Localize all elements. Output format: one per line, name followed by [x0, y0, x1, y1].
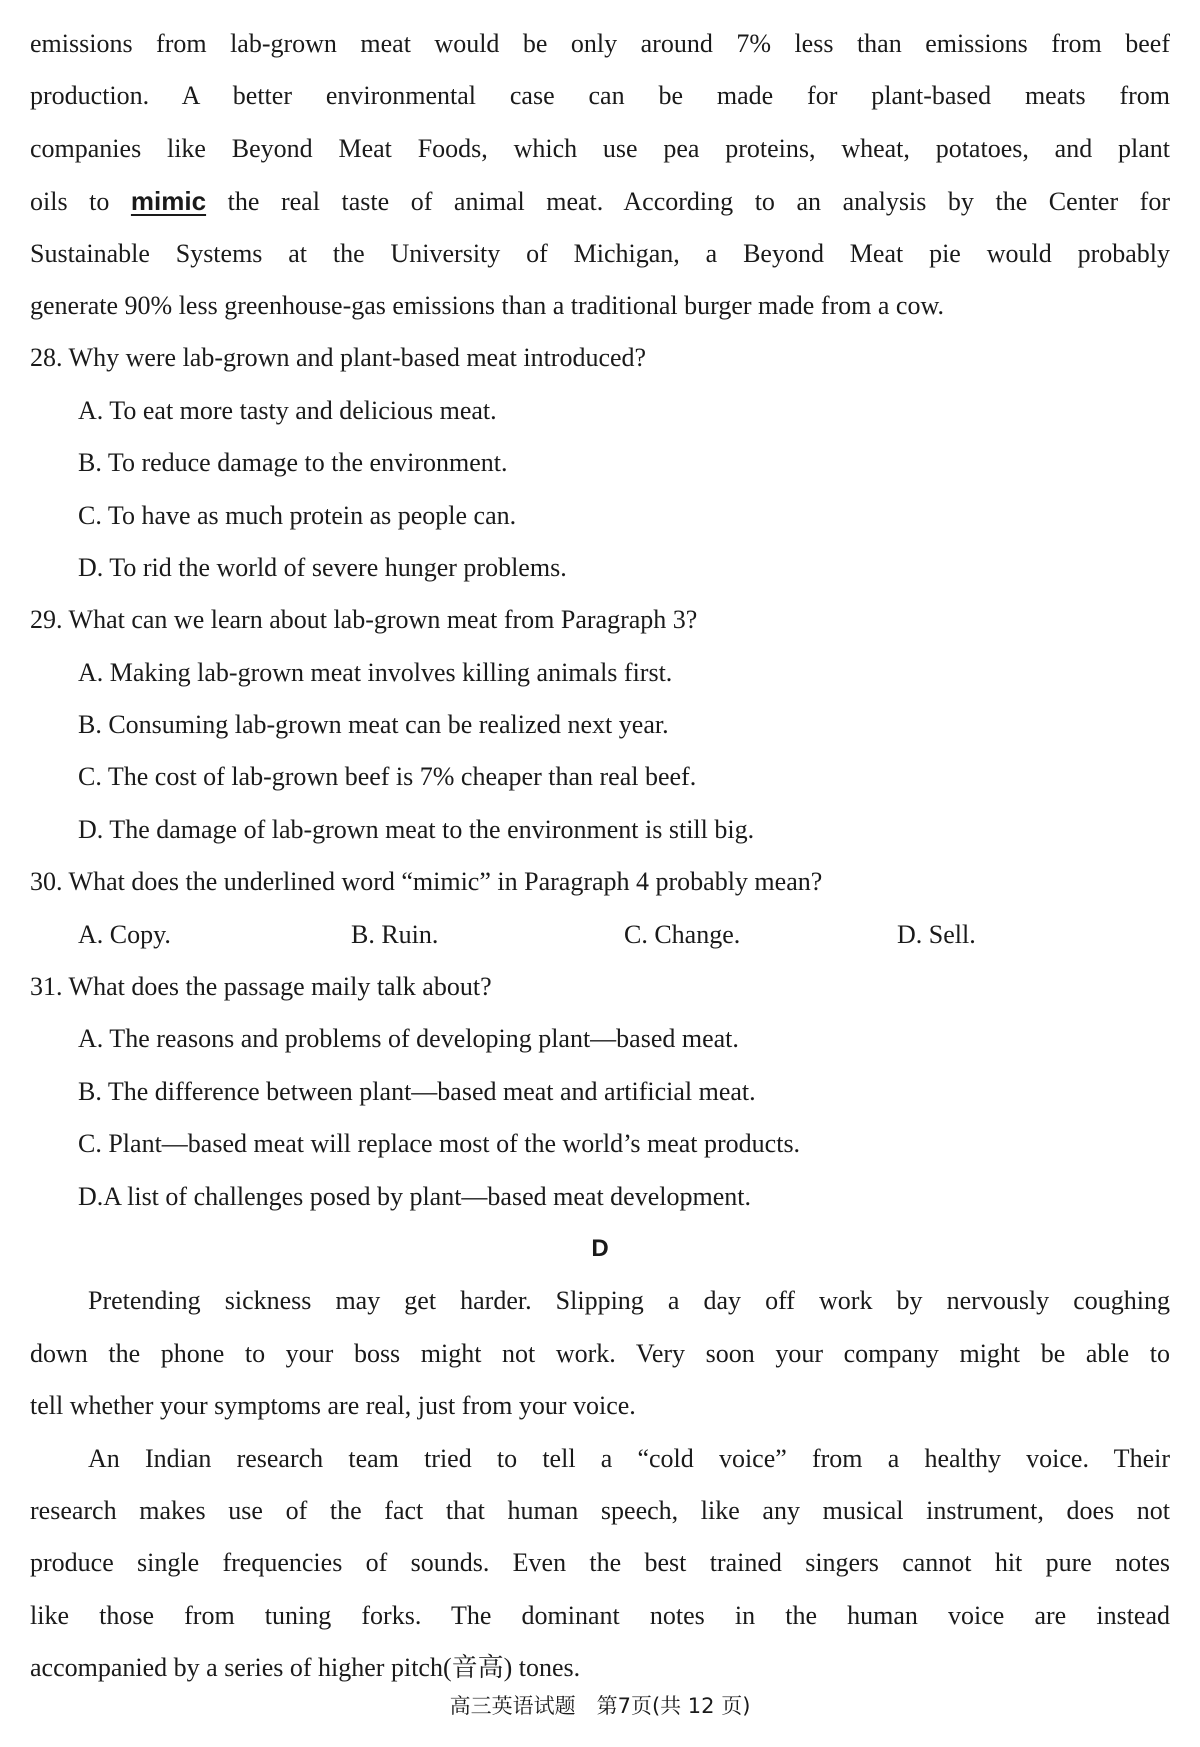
paragraph-line: An Indian research team tried to tell a “cold voice” from a healthy voice. Their [88, 1443, 1170, 1473]
paragraph-line: tell whether your symptoms are real, just from your voice. [30, 1391, 636, 1421]
question-30-option-d: D. Sell. [897, 919, 976, 949]
question-30-options [30, 909, 1170, 961]
passage-line: emissions from lab-grown meat would be only around 7% less than emissions from beef [30, 29, 1170, 58]
passage-line: Sustainable Systems at the University of Michigan, a Beyond Meat pie would probably [30, 238, 1170, 268]
underlined-word-mimic: mimic [130, 186, 207, 217]
paragraph-line: produce single frequencies of sounds. Even the best trained singers cannot hit pure notes [30, 1548, 1170, 1578]
question-28-option-a: A. To eat more tasty and delicious meat. [78, 395, 497, 425]
question-29-stem: 29. What can we learn about lab-grown meat from Paragraph 3? [30, 605, 698, 635]
question-29-option-c: C. The cost of lab-grown beef is 7% cheaper than real beef. [78, 762, 697, 792]
question-31-stem: 31. What does the passage maily talk about? [30, 972, 492, 1002]
exam-page [30, 18, 1170, 1695]
passage-line: production. A better environmental case can be made for plant-based meats from [30, 81, 1170, 111]
mimic-before: oils to [30, 187, 131, 217]
mimic-after: the real taste of animal meat. According to an analysis by the Center for [206, 187, 1170, 217]
question-31-option-d: D.A list of challenges posed by plant—based meat development. [78, 1181, 751, 1211]
question-28-stem: 28. Why were lab-grown and plant-based meat introduced? [30, 343, 647, 373]
question-29-option-d: D. The damage of lab-grown meat to the environment is still big. [78, 814, 755, 844]
paragraph-line: accompanied by a series of higher pitch(音高) tones. [30, 1653, 581, 1683]
page-footer: 高三英语试题 第7页(共 12 页) [449, 1694, 751, 1718]
passage-line-mimic [30, 175, 1170, 227]
question-31-option-b: B. The difference between plant—based meat and artificial meat. [78, 1076, 756, 1106]
paragraph-line: Pretending sickness may get harder. Slipping a day off work by nervously coughing [88, 1286, 1170, 1316]
question-28-option-b: B. To reduce damage to the environment. [78, 448, 508, 478]
question-28-option-c: C. To have as much protein as people can. [78, 500, 517, 530]
question-28-option-d: D. To rid the world of severe hunger problems. [78, 552, 567, 582]
paragraph-line: research makes use of the fact that human speech, like any musical instrument, does not [30, 1495, 1170, 1525]
passage-line: companies like Beyond Meat Foods, which use pea proteins, wheat, potatoes, and plant [30, 133, 1170, 163]
section-heading-d: D [591, 1234, 609, 1262]
question-30-option-b: B. Ruin. [351, 919, 439, 949]
question-30-option-a: A. Copy. [78, 919, 171, 949]
question-29-option-b: B. Consuming lab-grown meat can be realized next year. [78, 710, 669, 740]
paragraph-line: down the phone to your boss might not work. Very soon your company might be able to [30, 1338, 1170, 1368]
question-30-option-c: C. Change. [624, 919, 741, 949]
question-31-option-c: C. Plant—based meat will replace most of the world’s meat products. [78, 1129, 801, 1159]
question-31-option-a: A. The reasons and problems of developing plant—based meat. [78, 1024, 739, 1054]
paragraph-line: like those from tuning forks. The dominant notes in the human voice are instead [30, 1600, 1170, 1630]
passage-line: generate 90% less greenhouse-gas emissions than a traditional burger made from a cow. [30, 290, 945, 320]
question-30-stem: 30. What does the underlined word “mimic” in Paragraph 4 probably mean? [30, 867, 823, 897]
question-29-option-a: A. Making lab-grown meat involves killing animals first. [78, 657, 673, 687]
